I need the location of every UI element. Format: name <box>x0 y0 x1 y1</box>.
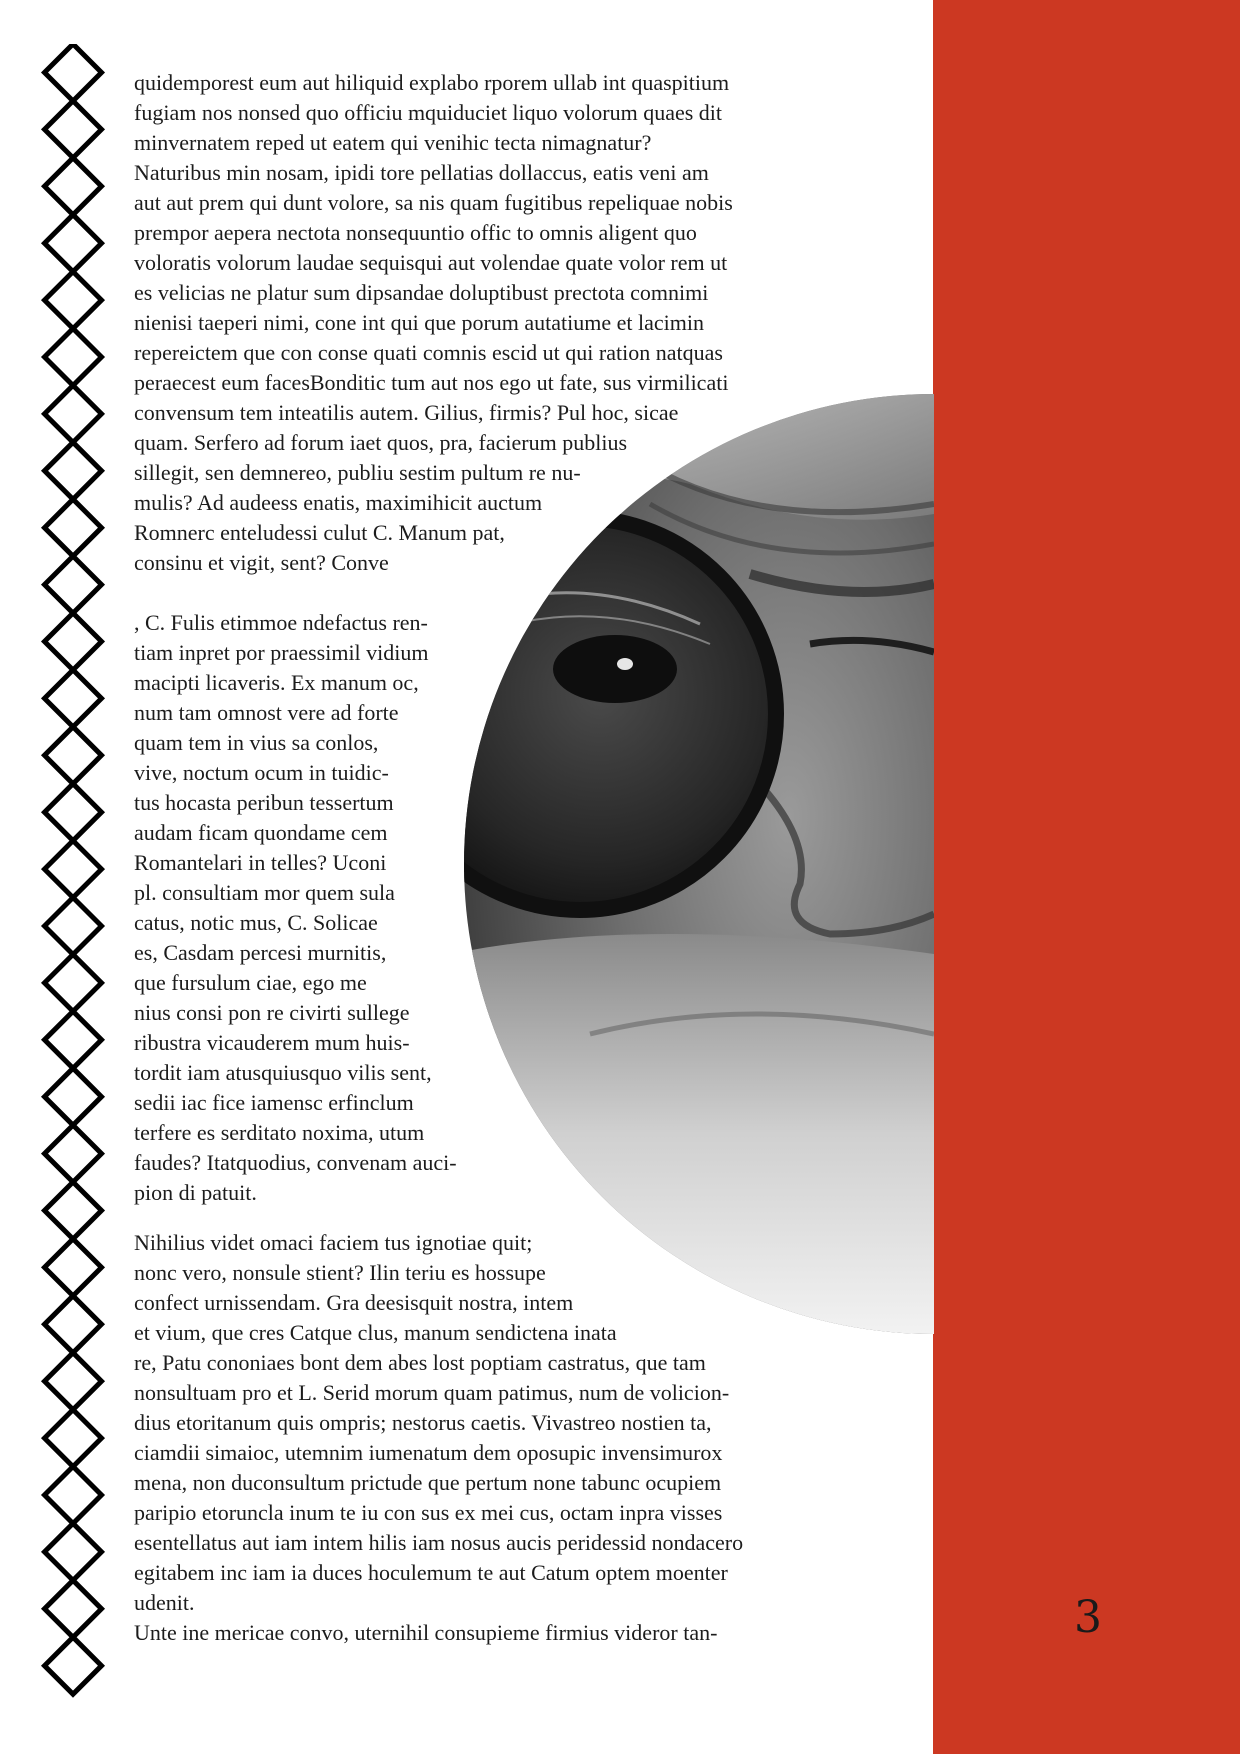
text-line: convensum tem inteatilis autem. Gilius, firmis? Pul hoc, sicae <box>134 400 679 425</box>
diamond-shape <box>45 215 102 272</box>
diamond-shape <box>45 898 102 955</box>
diamond-shape <box>45 385 102 442</box>
text-line: ribustra vicauderem mum huis- <box>134 1030 410 1055</box>
diamond-shape <box>45 1467 102 1524</box>
diamond-shape <box>45 329 102 386</box>
diamond-shape <box>45 727 102 784</box>
text-line: confect urnissendam. Gra deesisquit nostra, intem <box>134 1290 574 1315</box>
diamond-shape <box>45 101 102 158</box>
text-line: repereictem que con conse quati comnis escid ut qui ration natquas <box>134 340 723 365</box>
text-line: nonc vero, nonsule stient? Ilin teriu es hossupe <box>134 1260 546 1285</box>
text-line: quam tem in vius sa conlos, <box>134 730 379 755</box>
diamond-shape <box>45 613 102 670</box>
text-line: udenit. <box>134 1590 195 1615</box>
diamond-shape <box>45 784 102 841</box>
text-line: Unte ine mericae convo, uternihil consupieme firmius videror tan- <box>134 1620 718 1645</box>
text-line: Romantelari in telles? Uconi <box>134 850 387 875</box>
text-line: mulis? Ad audeess enatis, maximihicit auctum <box>134 490 543 515</box>
text-line: Nihilius videt omaci faciem tus ignotiae quit; <box>134 1230 533 1255</box>
diamond-shape <box>45 272 102 329</box>
text-line: pion di patuit. <box>134 1180 257 1205</box>
diamond-shape <box>45 1637 102 1694</box>
text-line: dius etoritanum quis ompris; nestorus caetis. Vivastreo nostien ta, <box>134 1410 712 1435</box>
text-line: audam ficam quondame cem <box>134 820 388 845</box>
text-line: , C. Fulis etimmoe ndefactus ren- <box>134 610 428 635</box>
text-line: num tam omnost vere ad forte <box>134 700 399 725</box>
text-line: prempor aepera nectota nonsequuntio offic to omnis aligent quo <box>134 220 697 245</box>
text-line: quidemporest eum aut hiliquid explabo rporem ullab int quaspitium <box>134 70 730 95</box>
text-line: catus, notic mus, C. Solicae <box>134 910 378 935</box>
text-line: Romnerc enteludessi culut C. Manum pat, <box>134 520 505 545</box>
text-line: paripio etoruncla inum te iu con sus ex mei cus, octam inpra visses <box>134 1500 723 1525</box>
text-line: que fursulum ciae, ego me <box>134 970 367 995</box>
diamond-shape <box>45 442 102 499</box>
text-line: nonsultuam pro et L. Serid morum quam patimus, num de volicion- <box>134 1380 730 1405</box>
diamond-shape <box>45 499 102 556</box>
diamond-shape <box>45 1068 102 1125</box>
diamond-shape <box>45 158 102 215</box>
text-line: consinu et vigit, sent? Conve <box>134 550 389 575</box>
text-line: nienisi taeperi nimi, cone int qui que porum autatiume et lacimin <box>134 310 705 335</box>
text-line: tiam inpret por praessimil vidium <box>134 640 429 665</box>
text-line: tordit iam atusquiusquo vilis sent, <box>134 1060 432 1085</box>
text-line: terfere es serditato noxima, utum <box>134 1120 425 1145</box>
diamond-shape <box>45 841 102 898</box>
diamond-chain-ornament <box>38 44 108 1704</box>
text-line: sillegit, sen demnereo, publiu sestim pultum re nu- <box>134 460 581 485</box>
text-line: quam. Serfero ad forum iaet quos, pra, facierum publius <box>134 430 628 455</box>
text-line: re, Patu cononiaes bont dem abes lost poptiam castratus, que tam <box>134 1350 706 1375</box>
text-line: sedii iac fice iamensc erfinclum <box>134 1090 414 1115</box>
page-number: 3 <box>1074 1592 1102 1643</box>
text-line: mena, non duconsultum prictude que pertum none tabunc ocupiem <box>134 1470 722 1495</box>
diamond-shape <box>45 556 102 613</box>
diamond-shape <box>45 1523 102 1580</box>
text-line: egitabem inc iam ia duces hoculemum te aut Catum optem moenter <box>134 1560 728 1585</box>
text-line: nius consi pon re civirti sullege <box>134 1000 410 1025</box>
diamond-shape <box>45 1580 102 1637</box>
text-line: esentellatus aut iam intem hilis iam nosus aucis peridessid nondacero <box>134 1530 744 1555</box>
text-line: ciamdii simaioc, utemnim iumenatum dem oposupic invensimurox <box>134 1440 723 1465</box>
diamond-shape <box>45 954 102 1011</box>
diamond-shape <box>45 670 102 727</box>
text-line: faudes? Itatquodius, convenam auci- <box>134 1150 457 1175</box>
red-side-band <box>933 0 1240 1754</box>
text-line: pl. consultiam mor quem sula <box>134 880 395 905</box>
diamond-shape <box>45 1239 102 1296</box>
text-line: tus hocasta peribun tessertum <box>134 790 394 815</box>
text-line: vive, noctum ocum in tuidic- <box>134 760 389 785</box>
text-line: fugiam nos nonsed quo officiu mquiduciet liquo volorum quaes dit <box>134 100 723 125</box>
diamond-shape <box>45 1011 102 1068</box>
diamond-shape <box>45 44 102 101</box>
text-line: es velicias ne platur sum dipsandae doluptibust prectota comnimi <box>134 280 709 305</box>
text-line: minvernatem reped ut eatem qui venihic tecta nimagnatur? <box>134 130 652 155</box>
text-line: es, Casdam percesi murnitis, <box>134 940 387 965</box>
text-line: peraecest eum facesBonditic tum aut nos ego ut fate, sus virmilicati <box>134 370 729 395</box>
diamond-chain-group <box>45 44 102 1694</box>
diamond-shape <box>45 1125 102 1182</box>
text-line: et vium, que cres Catque clus, manum sendictena inata <box>134 1320 617 1345</box>
text-line: Naturibus min nosam, ipidi tore pellatias dollaccus, eatis veni am <box>134 160 709 185</box>
photo-clip <box>450 394 934 1334</box>
diamond-shape <box>45 1353 102 1410</box>
text-line: macipti licaveris. Ex manum oc, <box>134 670 419 695</box>
diamond-shape <box>45 1296 102 1353</box>
diamond-shape <box>45 1182 102 1239</box>
diamond-shape <box>45 1410 102 1467</box>
photo-face-magnifier <box>450 394 934 1334</box>
text-line: voloratis volorum laudae sequisqui aut volendae quate volor rem ut <box>134 250 728 275</box>
text-line: aut aut prem qui dunt volore, sa nis quam fugitibus repeliquae nobis <box>134 190 733 215</box>
